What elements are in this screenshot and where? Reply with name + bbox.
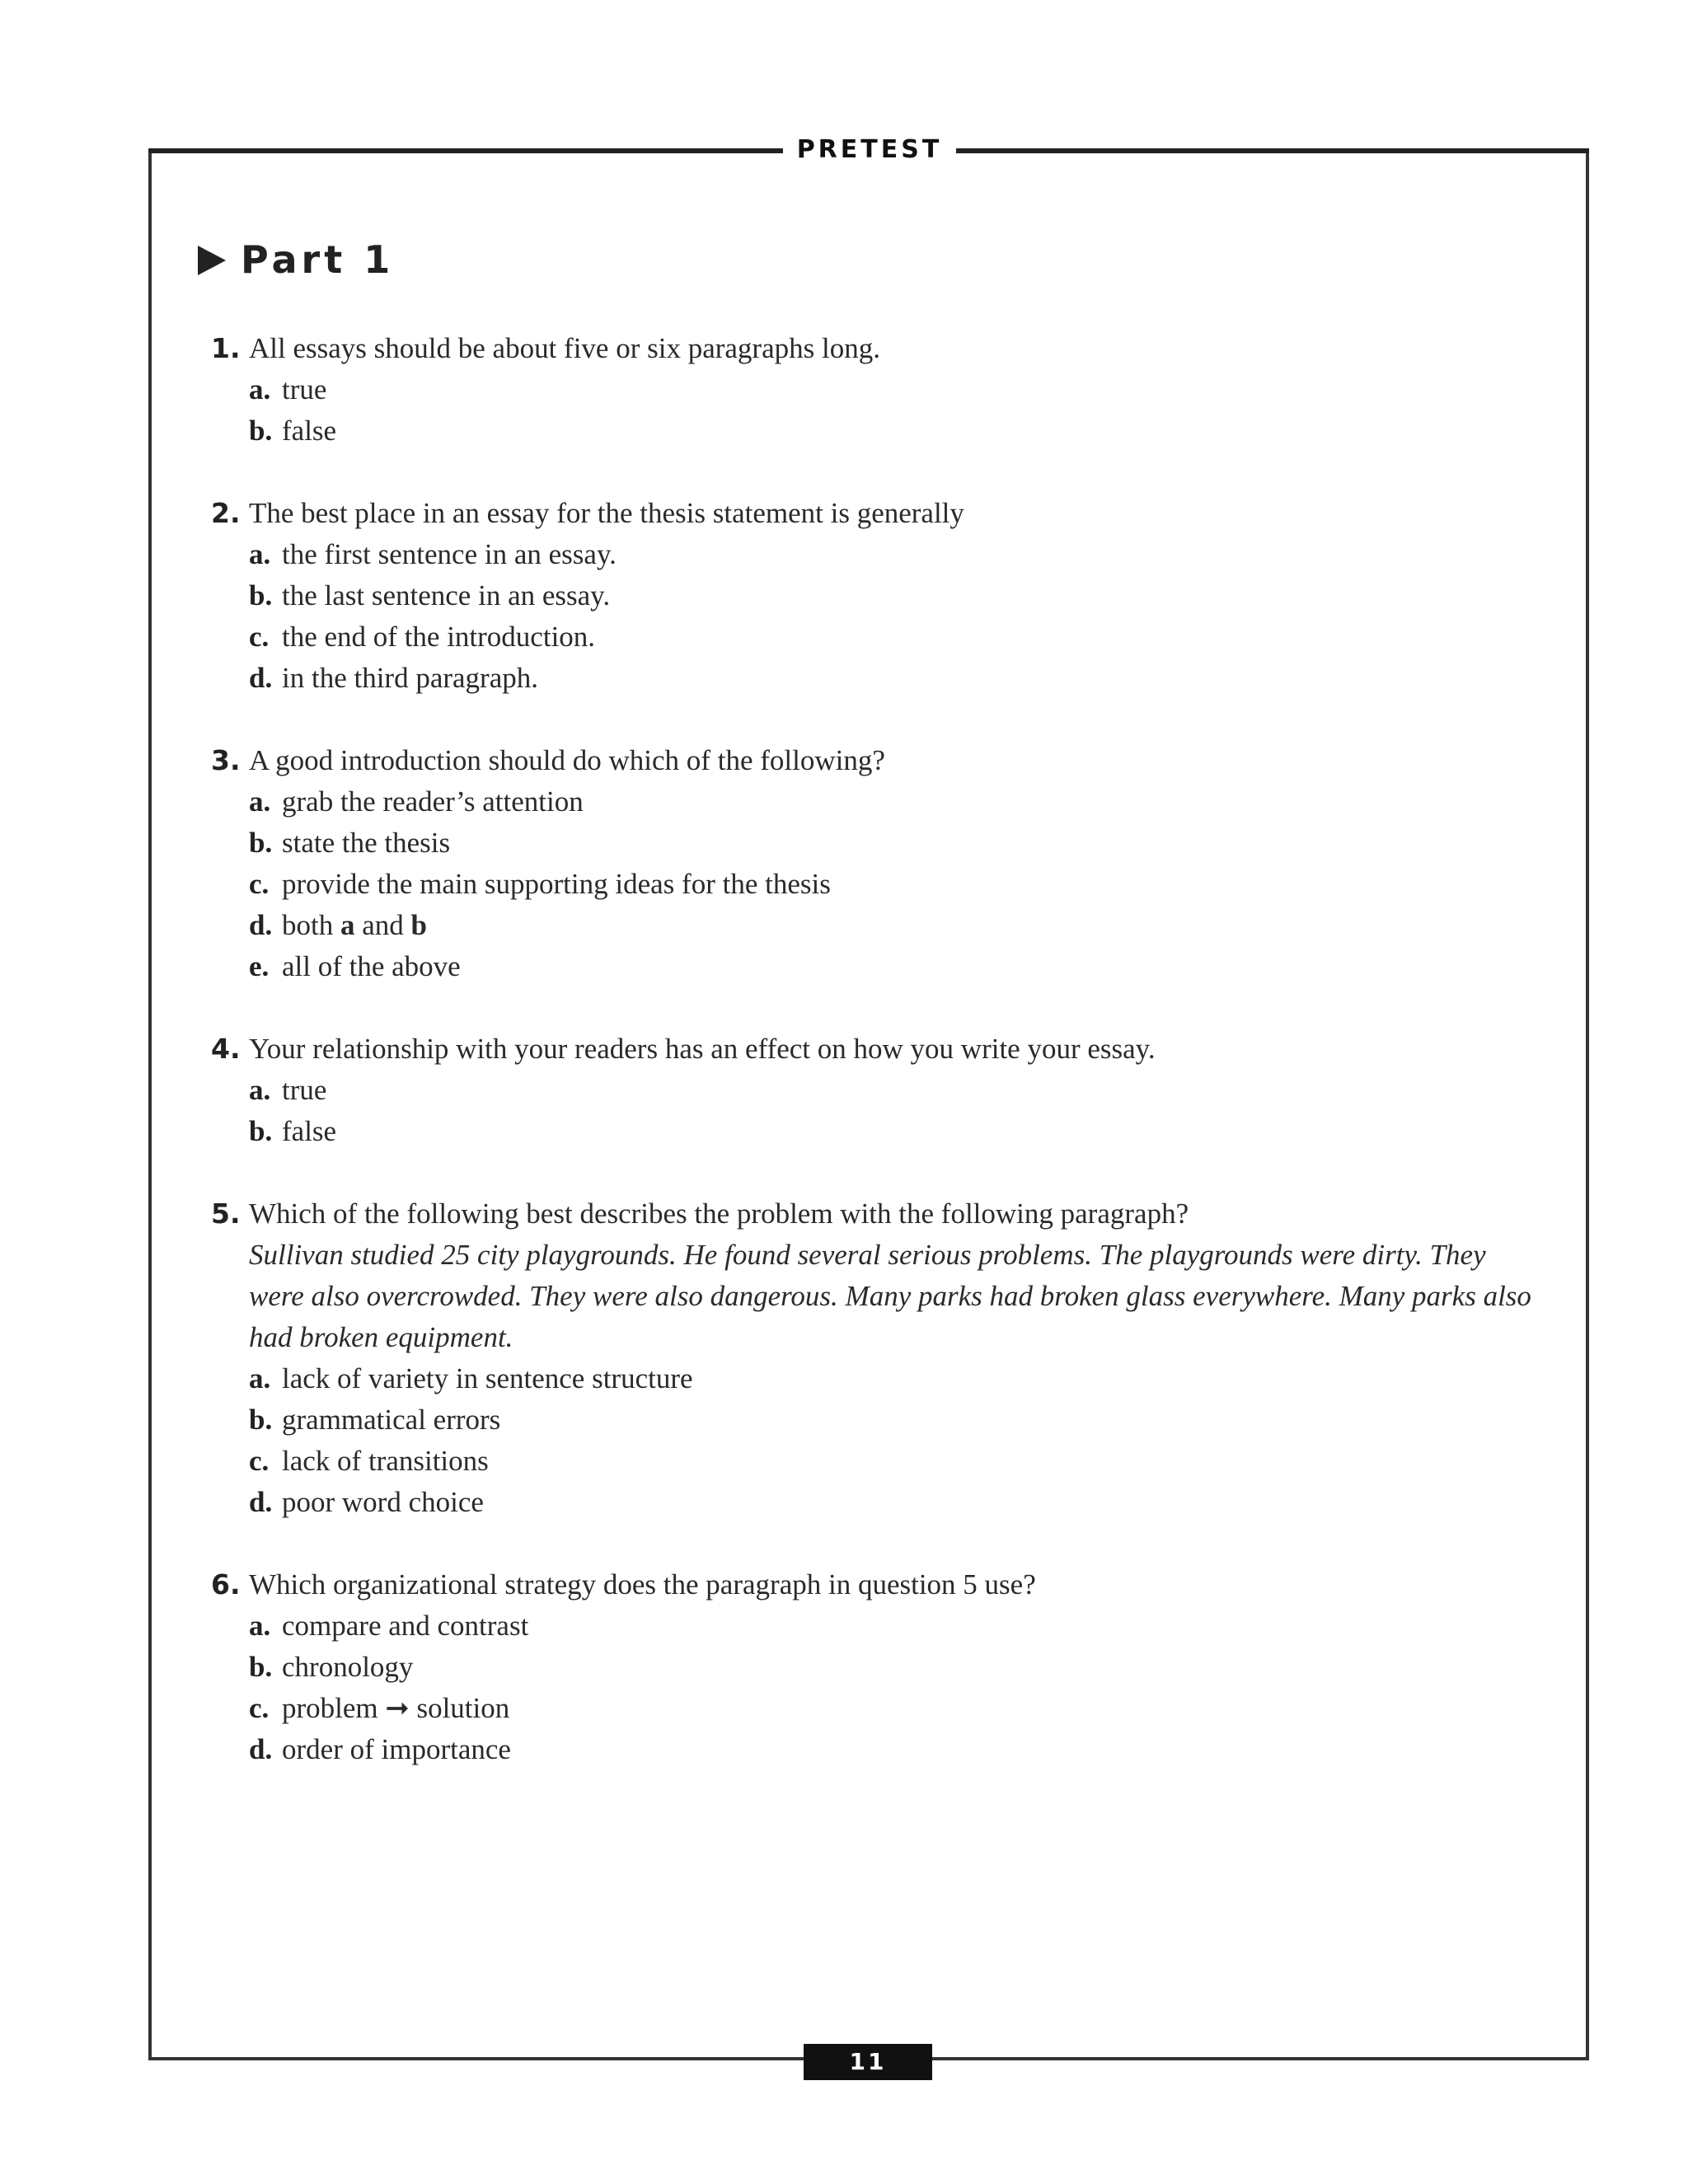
- sample-paragraph: Sullivan studied 25 city playgrounds. He found several serious problems. The playgrounds were dirty. They were also overcrowded. They were also dangerous. Many parks had broken glass everywhere. Many parks also had broken equipment.: [249, 1239, 1531, 1353]
- option: [249, 1688, 1546, 1729]
- option: [249, 864, 1546, 905]
- question-5: [211, 1193, 1546, 1523]
- option: [249, 369, 1546, 410]
- option-letter: b.: [249, 1115, 273, 1147]
- question-list: [211, 328, 1546, 1811]
- option-letter: d.: [249, 909, 273, 941]
- option-letter: d.: [249, 662, 273, 694]
- question-text: Your relationship with your readers has an effect on how you write your essay.: [249, 1033, 1156, 1065]
- option-letter: b.: [249, 827, 273, 859]
- option: [249, 823, 1546, 864]
- option: [249, 658, 1546, 699]
- option-letter: b.: [249, 1651, 273, 1683]
- option-text: both a and b: [282, 909, 427, 941]
- part-title-text: Part 1: [241, 237, 395, 282]
- option-letter: d.: [249, 1733, 273, 1765]
- option-letter: a.: [249, 1362, 271, 1394]
- option-text: true: [282, 1074, 327, 1106]
- option: [249, 1070, 1546, 1111]
- option-text: lack of variety in sentence structure: [282, 1362, 693, 1394]
- option-letter: a.: [249, 785, 271, 818]
- frame-top-rule-left: [148, 148, 783, 153]
- option: [249, 1729, 1546, 1770]
- option-letter: b.: [249, 1404, 273, 1436]
- section-header: PRETEST: [796, 135, 943, 164]
- option-letter: a.: [249, 538, 271, 570]
- question-number: 2.: [211, 497, 241, 529]
- option-letter: a.: [249, 1610, 271, 1642]
- question-number: 4.: [211, 1033, 241, 1065]
- option-text: lack of transitions: [282, 1445, 489, 1477]
- triangle-arrow-icon: [198, 246, 226, 275]
- option: [249, 534, 1546, 575]
- option-text: chronology: [282, 1651, 414, 1683]
- option-text: grab the reader’s attention: [282, 785, 584, 818]
- option-letter: e.: [249, 950, 270, 982]
- option-text: provide the main supporting ideas for the thesis: [282, 868, 831, 900]
- option: [249, 946, 1546, 987]
- option-letter: c.: [249, 1692, 270, 1724]
- question-text: All essays should be about five or six paragraphs long.: [249, 332, 880, 364]
- question-number: 1.: [211, 332, 241, 364]
- question-3: [211, 740, 1546, 987]
- question-number: 3.: [211, 744, 241, 776]
- option-letter: b.: [249, 415, 273, 447]
- option-text: grammatical errors: [282, 1404, 501, 1436]
- option: [249, 575, 1546, 616]
- option-text: the last sentence in an essay.: [282, 579, 611, 612]
- question-1: [211, 328, 1546, 452]
- question-number: 5.: [211, 1197, 241, 1230]
- option-text: poor word choice: [282, 1486, 484, 1518]
- option: [249, 905, 1546, 946]
- option-text: in the third paragraph.: [282, 662, 539, 694]
- option-text: the first sentence in an essay.: [282, 538, 617, 570]
- option-text: compare and contrast: [282, 1610, 529, 1642]
- question-text: The best place in an essay for the thesis statement is generally: [249, 497, 964, 529]
- option-letter: c.: [249, 868, 270, 900]
- option-letter: d.: [249, 1486, 273, 1518]
- option-text: problem ➞ solution: [282, 1692, 510, 1724]
- option-text: state the thesis: [282, 827, 451, 859]
- option-letter: b.: [249, 579, 273, 612]
- question-2: [211, 493, 1546, 699]
- question-4: [211, 1029, 1546, 1152]
- option: [249, 1482, 1546, 1523]
- option-text: true: [282, 373, 327, 405]
- option-letter: a.: [249, 1074, 271, 1106]
- option-text: false: [282, 415, 337, 447]
- frame-top-rule-right: [956, 148, 1589, 153]
- option-letter: c.: [249, 1445, 270, 1477]
- question-text: A good introduction should do which of the following?: [249, 744, 885, 776]
- option: [249, 616, 1546, 658]
- option-text: false: [282, 1115, 337, 1147]
- part-title: [198, 237, 394, 282]
- question-6: [211, 1564, 1546, 1770]
- option: [249, 410, 1546, 452]
- option: [249, 781, 1546, 823]
- option: [249, 1441, 1546, 1482]
- page-number: 11: [804, 2044, 932, 2080]
- option-letter: c.: [249, 621, 270, 653]
- option: [249, 1358, 1546, 1399]
- option-text: all of the above: [282, 950, 461, 982]
- question-text: Which of the following best describes the problem with the following paragraph?: [249, 1197, 1189, 1230]
- option-text: order of importance: [282, 1733, 511, 1765]
- option: [249, 1605, 1546, 1647]
- option: [249, 1647, 1546, 1688]
- question-number: 6.: [211, 1568, 241, 1601]
- question-text: Which organizational strategy does the paragraph in question 5 use?: [249, 1568, 1036, 1601]
- option: [249, 1111, 1546, 1152]
- option-text: the end of the introduction.: [282, 621, 596, 653]
- option: [249, 1399, 1546, 1441]
- option-letter: a.: [249, 373, 271, 405]
